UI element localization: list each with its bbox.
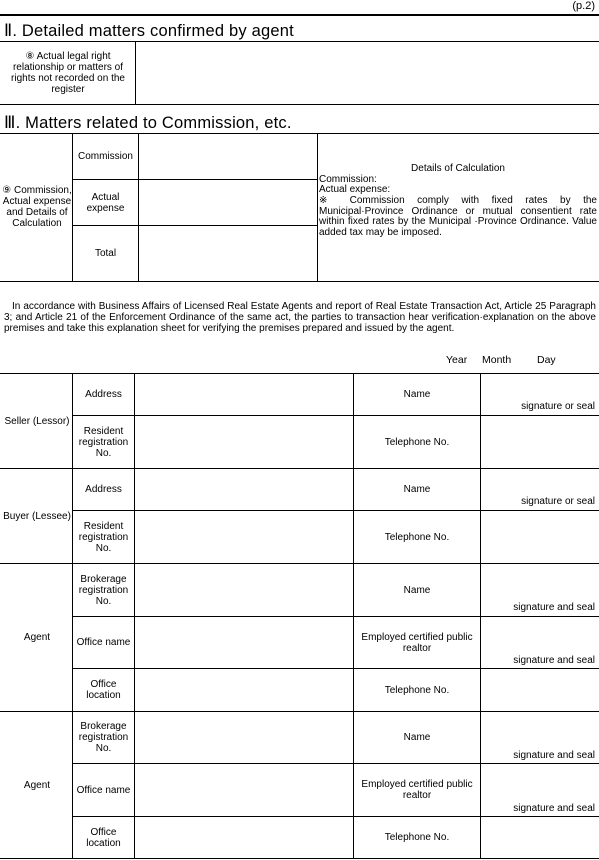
section-2-title: Ⅱ. Detailed matters confirmed by agent — [4, 22, 294, 40]
commission-field[interactable] — [139, 134, 317, 179]
buyer-name-label: Name — [403, 484, 431, 495]
agent1-telephone-field[interactable] — [481, 669, 599, 711]
actual-expense-field[interactable] — [139, 180, 317, 225]
rule — [0, 104, 599, 105]
agent1-telephone-label: Telephone No. — [384, 684, 450, 696]
statement: In accordance with Business Affairs of Licensed Real Estate Agents and report of Real Estate Transaction Act, Article 25 Paragraph 3; and Article 21 of the Enforcement Ordinance of the same act, the parties to transaction hear verification·explanation on the above premises and take this explanation sheet for verifying the premises prepared and issued by the agent. — [4, 301, 596, 334]
seller-resident-field[interactable] — [135, 416, 353, 468]
agent1-label: Agent — [23, 632, 51, 643]
date-year: Year — [446, 354, 468, 366]
seller-name-label: Name — [403, 389, 431, 400]
agent1-brokerage-label: Brokerage registration No. — [78, 573, 129, 607]
seller-address-label: Address — [85, 389, 122, 400]
details-title: Details of Calculation — [411, 163, 505, 174]
agent2-employed-label: Employed certified public realtor — [361, 779, 473, 801]
agent1-office-name-field[interactable] — [135, 617, 353, 668]
actual-expense-label: Actual expense — [86, 191, 125, 214]
total-label: Total — [94, 247, 117, 259]
agent1-brokerage-field[interactable] — [135, 564, 353, 616]
date-month: Month — [482, 354, 512, 366]
rule — [0, 281, 599, 282]
buyer-address-label: Address — [85, 484, 122, 495]
agent2-telephone-field[interactable] — [481, 817, 599, 858]
agent1-signature-2: signature and seal — [513, 655, 595, 666]
buyer-resident-field[interactable] — [135, 511, 353, 563]
buyer-address-field[interactable] — [135, 469, 353, 510]
buyer-resident-label: Resident registration No. — [78, 520, 129, 554]
rule — [317, 133, 318, 281]
agent2-label: Agent — [23, 779, 51, 791]
item8-label: ⑧ Actual legal right relationship or matters of rights not recorded on the register — [11, 51, 125, 95]
agent2-brokerage-field[interactable] — [135, 712, 353, 763]
agent2-office-name-field[interactable] — [135, 764, 353, 816]
agent1-office-name-label: Office name — [76, 637, 131, 648]
agent1-employed-label: Employed certified public realtor — [361, 631, 473, 654]
rule — [0, 858, 599, 859]
agent2-name-label: Name — [403, 732, 431, 743]
agent1-name-label: Name — [403, 584, 431, 596]
agent2-office-name-label: Office name — [76, 784, 131, 796]
agent1-signature-1: signature and seal — [513, 602, 595, 613]
agent2-brokerage-label: Brokerage registration No. — [78, 721, 129, 754]
buyer-telephone-field[interactable] — [481, 511, 599, 563]
rule — [0, 14, 599, 16]
agent2-office-location-label: Office location — [86, 826, 121, 849]
date-day: Day — [537, 354, 556, 366]
page-number: (p.2) — [572, 0, 595, 12]
buyer-signature: signature or seal — [521, 496, 595, 507]
calculation-note: ※ Commission comply with fixed rates by the Municipal·Province Ordinance or mutual consentient rate within fixed rates by the Municipal ·Province Ordinance. Value added tax may be imposed. — [319, 195, 597, 238]
agent2-telephone-label: Telephone No. — [384, 832, 450, 843]
agent1-office-location-label: Office location — [86, 679, 121, 701]
item8-field[interactable] — [136, 42, 598, 104]
actual-expense-line: Actual expense: — [319, 184, 391, 195]
total-field[interactable] — [139, 226, 317, 280]
seller-address-field[interactable] — [135, 374, 353, 415]
agent2-signature-1: signature and seal — [513, 750, 595, 761]
seller-label: Seller (Lessor) — [4, 415, 70, 427]
commission-label: Commission — [77, 151, 133, 162]
item9-label: ⑨ Commission, Actual expense and Details of Calculation — [2, 185, 72, 229]
buyer-telephone-label: Telephone No. — [384, 531, 450, 543]
seller-resident-label: Resident registration No. — [78, 425, 129, 459]
section-3-title: Ⅲ. Matters related to Commission, etc. — [4, 114, 292, 132]
seller-telephone-label: Telephone No. — [384, 436, 450, 448]
agent2-signature-2: signature and seal — [513, 803, 595, 814]
buyer-label: Buyer (Lessee) — [3, 510, 71, 522]
commission-line: Commission: — [319, 174, 377, 185]
seller-telephone-field[interactable] — [481, 416, 599, 468]
agent2-office-location-field[interactable] — [135, 817, 353, 858]
agent1-office-location-field[interactable] — [135, 669, 353, 711]
seller-signature: signature or seal — [521, 401, 595, 412]
